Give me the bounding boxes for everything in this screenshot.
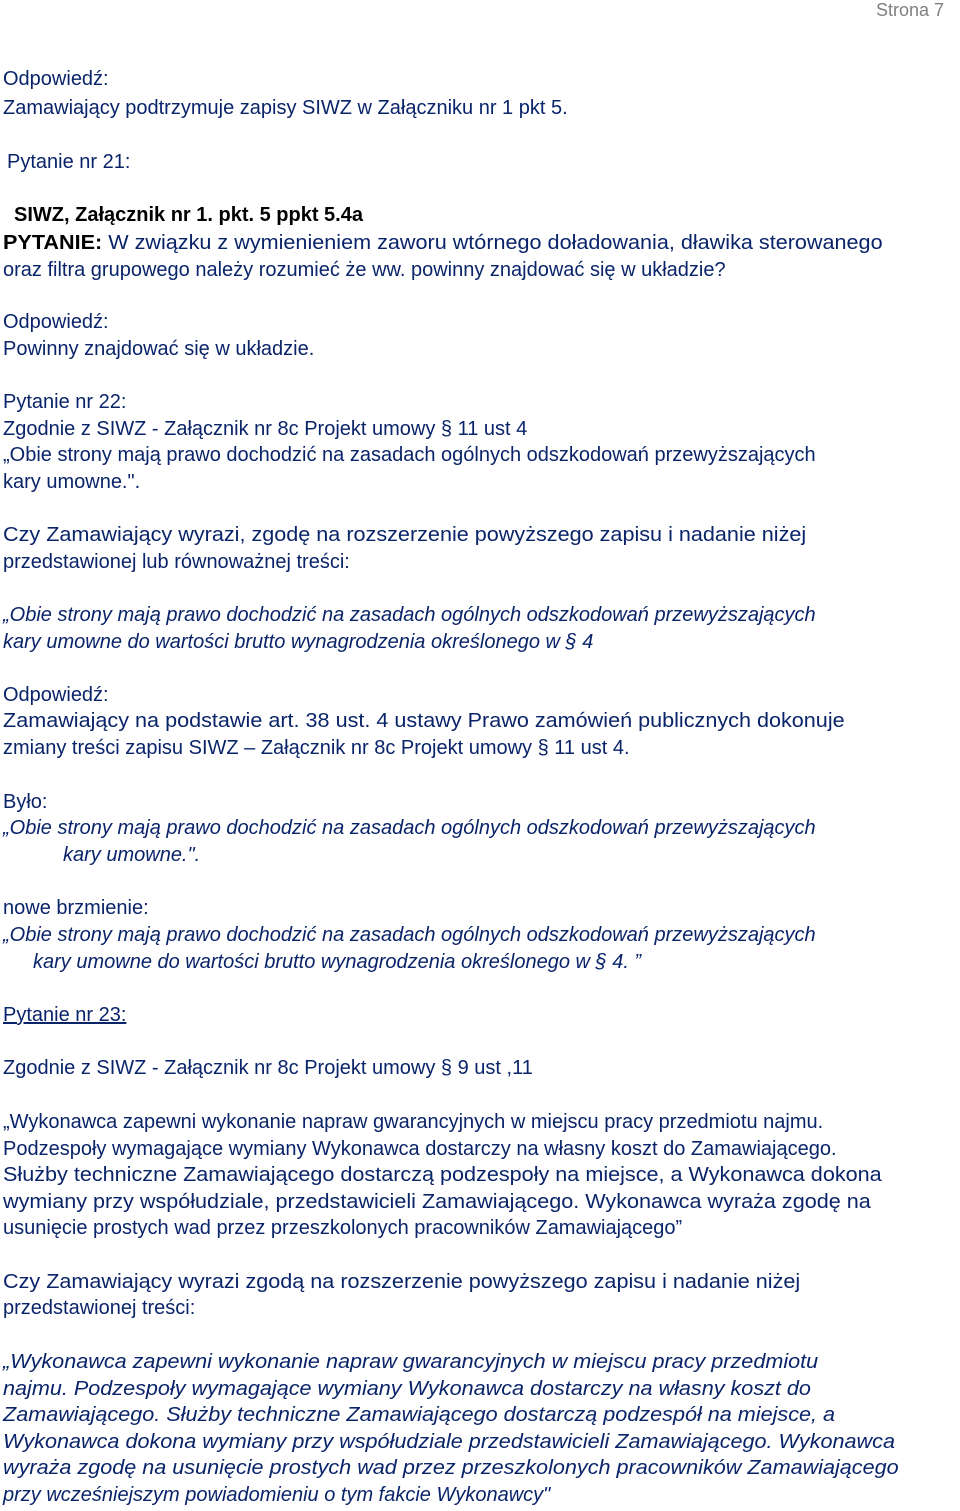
answer-text-line-2: zmiany treści zapisu SIWZ – Załącznik nr 8c Projekt umowy § 11 ust 4.	[3, 737, 630, 759]
question-22-ask-line-1	[3, 523, 957, 547]
pytanie-label: PYTANIE:	[3, 232, 103, 254]
question-23-quote-line-5: usunięcie prostych wad przez przeszkolonych pracowników Zamawiającego”	[3, 1217, 683, 1239]
page-number: Strona 7	[875, 0, 944, 20]
answer-label: Odpowiedź:	[3, 684, 109, 706]
question-22-quote-line-1: „Obie strony mają prawo dochodzić na zasadach ogólnych odszkodowań przewyższających	[3, 444, 816, 466]
nowe-brzmienie-label: nowe brzmienie:	[3, 897, 149, 919]
question-23-quote-line-3	[3, 1163, 957, 1187]
answer-text: Zamawiający podtrzymuje zapisy SIWZ w Załączniku nr 1 pkt 5.	[3, 97, 568, 119]
question-23-proposal-line-6: przy wcześniejszym powiadomieniu o tym fakcie Wykonawcy"	[3, 1484, 551, 1506]
question-23-reference: Zgodnie z SIWZ - Załącznik nr 8c Projekt umowy § 9 ust ,11	[3, 1057, 533, 1079]
bylo-quote-line-1: „Obie strony mają prawo dochodzić na zasadach ogólnych odszkodowań przewyższających	[3, 817, 816, 839]
proposal-text: Zamawiającego. Służby techniczne Zamawiającego dostarczą podzespół na miejsce, a	[3, 1404, 836, 1426]
question-22-proposal-line-1: „Obie strony mają prawo dochodzić na zasadach ogólnych odszkodowań przewyższających	[3, 604, 816, 626]
proposal-text: Wykonawca dokona wymiany przy współudziale przedstawicieli Zamawiającego. Wykonawca	[3, 1431, 895, 1453]
question-23-quote-line-2: Podzespoły wymagające wymiany Wykonawca dostarczy na własny koszt do Zamawiającego.	[3, 1138, 837, 1160]
question-22-ask-line-2: przedstawionej lub równoważnej treści:	[3, 551, 350, 573]
question-23-proposal-line-4	[3, 1430, 957, 1454]
question-21-heading: Pytanie nr 21:	[7, 151, 131, 173]
bylo-label: Było:	[3, 791, 48, 813]
question-23-heading: Pytanie nr 23:	[3, 1004, 127, 1026]
question-23-proposal-line-2	[3, 1377, 957, 1401]
question-22-ask-text: Czy Zamawiający wyrazi, zgodę na rozszerzenie powyższego zapisu i nadanie niżej	[3, 524, 807, 546]
question-23-ask-line-2: przedstawionej treści:	[3, 1297, 196, 1319]
nowe-quote-line-2: kary umowne do wartości brutto wynagrodzenia określonego w § 4. ”	[33, 951, 642, 973]
nowe-quote-line-1: „Obie strony mają prawo dochodzić na zasadach ogólnych odszkodowań przewyższających	[3, 924, 816, 946]
question-23-proposal-line-3	[3, 1403, 957, 1427]
question-21-text-line-2: oraz filtra grupowego należy rozumieć że ww. powinny znajdować się w układzie?	[3, 259, 726, 281]
question-21-reference: SIWZ, Załącznik nr 1. pkt. 5 ppkt 5.4a	[14, 204, 363, 226]
question-23-quote-line-1: „Wykonawca zapewni wykonanie napraw gwarancyjnych w miejscu pracy przedmiotu najmu.	[3, 1111, 824, 1133]
bylo-quote-line-2: kary umowne.".	[63, 844, 201, 866]
question-23-proposal-line-5	[3, 1456, 957, 1480]
answer-text: Zamawiający na podstawie art. 38 ust. 4 ustawy Prawo zamówień publicznych dokonuje	[3, 710, 845, 732]
quote-text: wymiany przy współudziale, przedstawicieli Zamawiającego. Wykonawca wyraża zgodę na	[3, 1191, 871, 1213]
question-21-text-line-1	[3, 231, 957, 255]
question-22-reference: Zgodnie z SIWZ - Załącznik nr 8c Projekt umowy § 11 ust 4	[3, 418, 528, 440]
proposal-text: najmu. Podzespoły wymagające wymiany Wykonawca dostarczy na własny koszt do	[3, 1378, 811, 1400]
question-23-quote-line-4	[3, 1190, 957, 1214]
quote-text: Służby techniczne Zamawiającego dostarczą podzespoły na miejsce, a Wykonawca dokona	[3, 1164, 882, 1186]
question-21-text: W związku z wymienieniem zaworu wtórnego doładowania, dławika sterowanego	[102, 232, 883, 254]
question-22-heading: Pytanie nr 22:	[3, 391, 127, 413]
answer-text: Powinny znajdować się w układzie.	[3, 338, 315, 360]
question-22-proposal-line-2: kary umowne do wartości brutto wynagrodzenia określonego w § 4	[3, 631, 594, 653]
question-22-quote-line-2: kary umowne.".	[3, 471, 141, 493]
question-23-proposal-line-1	[3, 1350, 957, 1374]
ask-text: Czy Zamawiający wyrazi zgodą na rozszerzenie powyższego zapisu i nadanie niżej	[3, 1271, 801, 1293]
answer-label: Odpowiedź:	[3, 68, 109, 90]
proposal-text: wyraża zgodę na usunięcie prostych wad przez przeszkolonych pracowników Zamawiającego	[3, 1457, 899, 1479]
answer-label: Odpowiedź:	[3, 311, 109, 333]
answer-text-line-1	[3, 709, 957, 733]
proposal-text: „Wykonawca zapewni wykonanie napraw gwarancyjnych w miejscu pracy przedmiotu	[3, 1351, 819, 1373]
question-23-ask-line-1	[3, 1270, 957, 1294]
